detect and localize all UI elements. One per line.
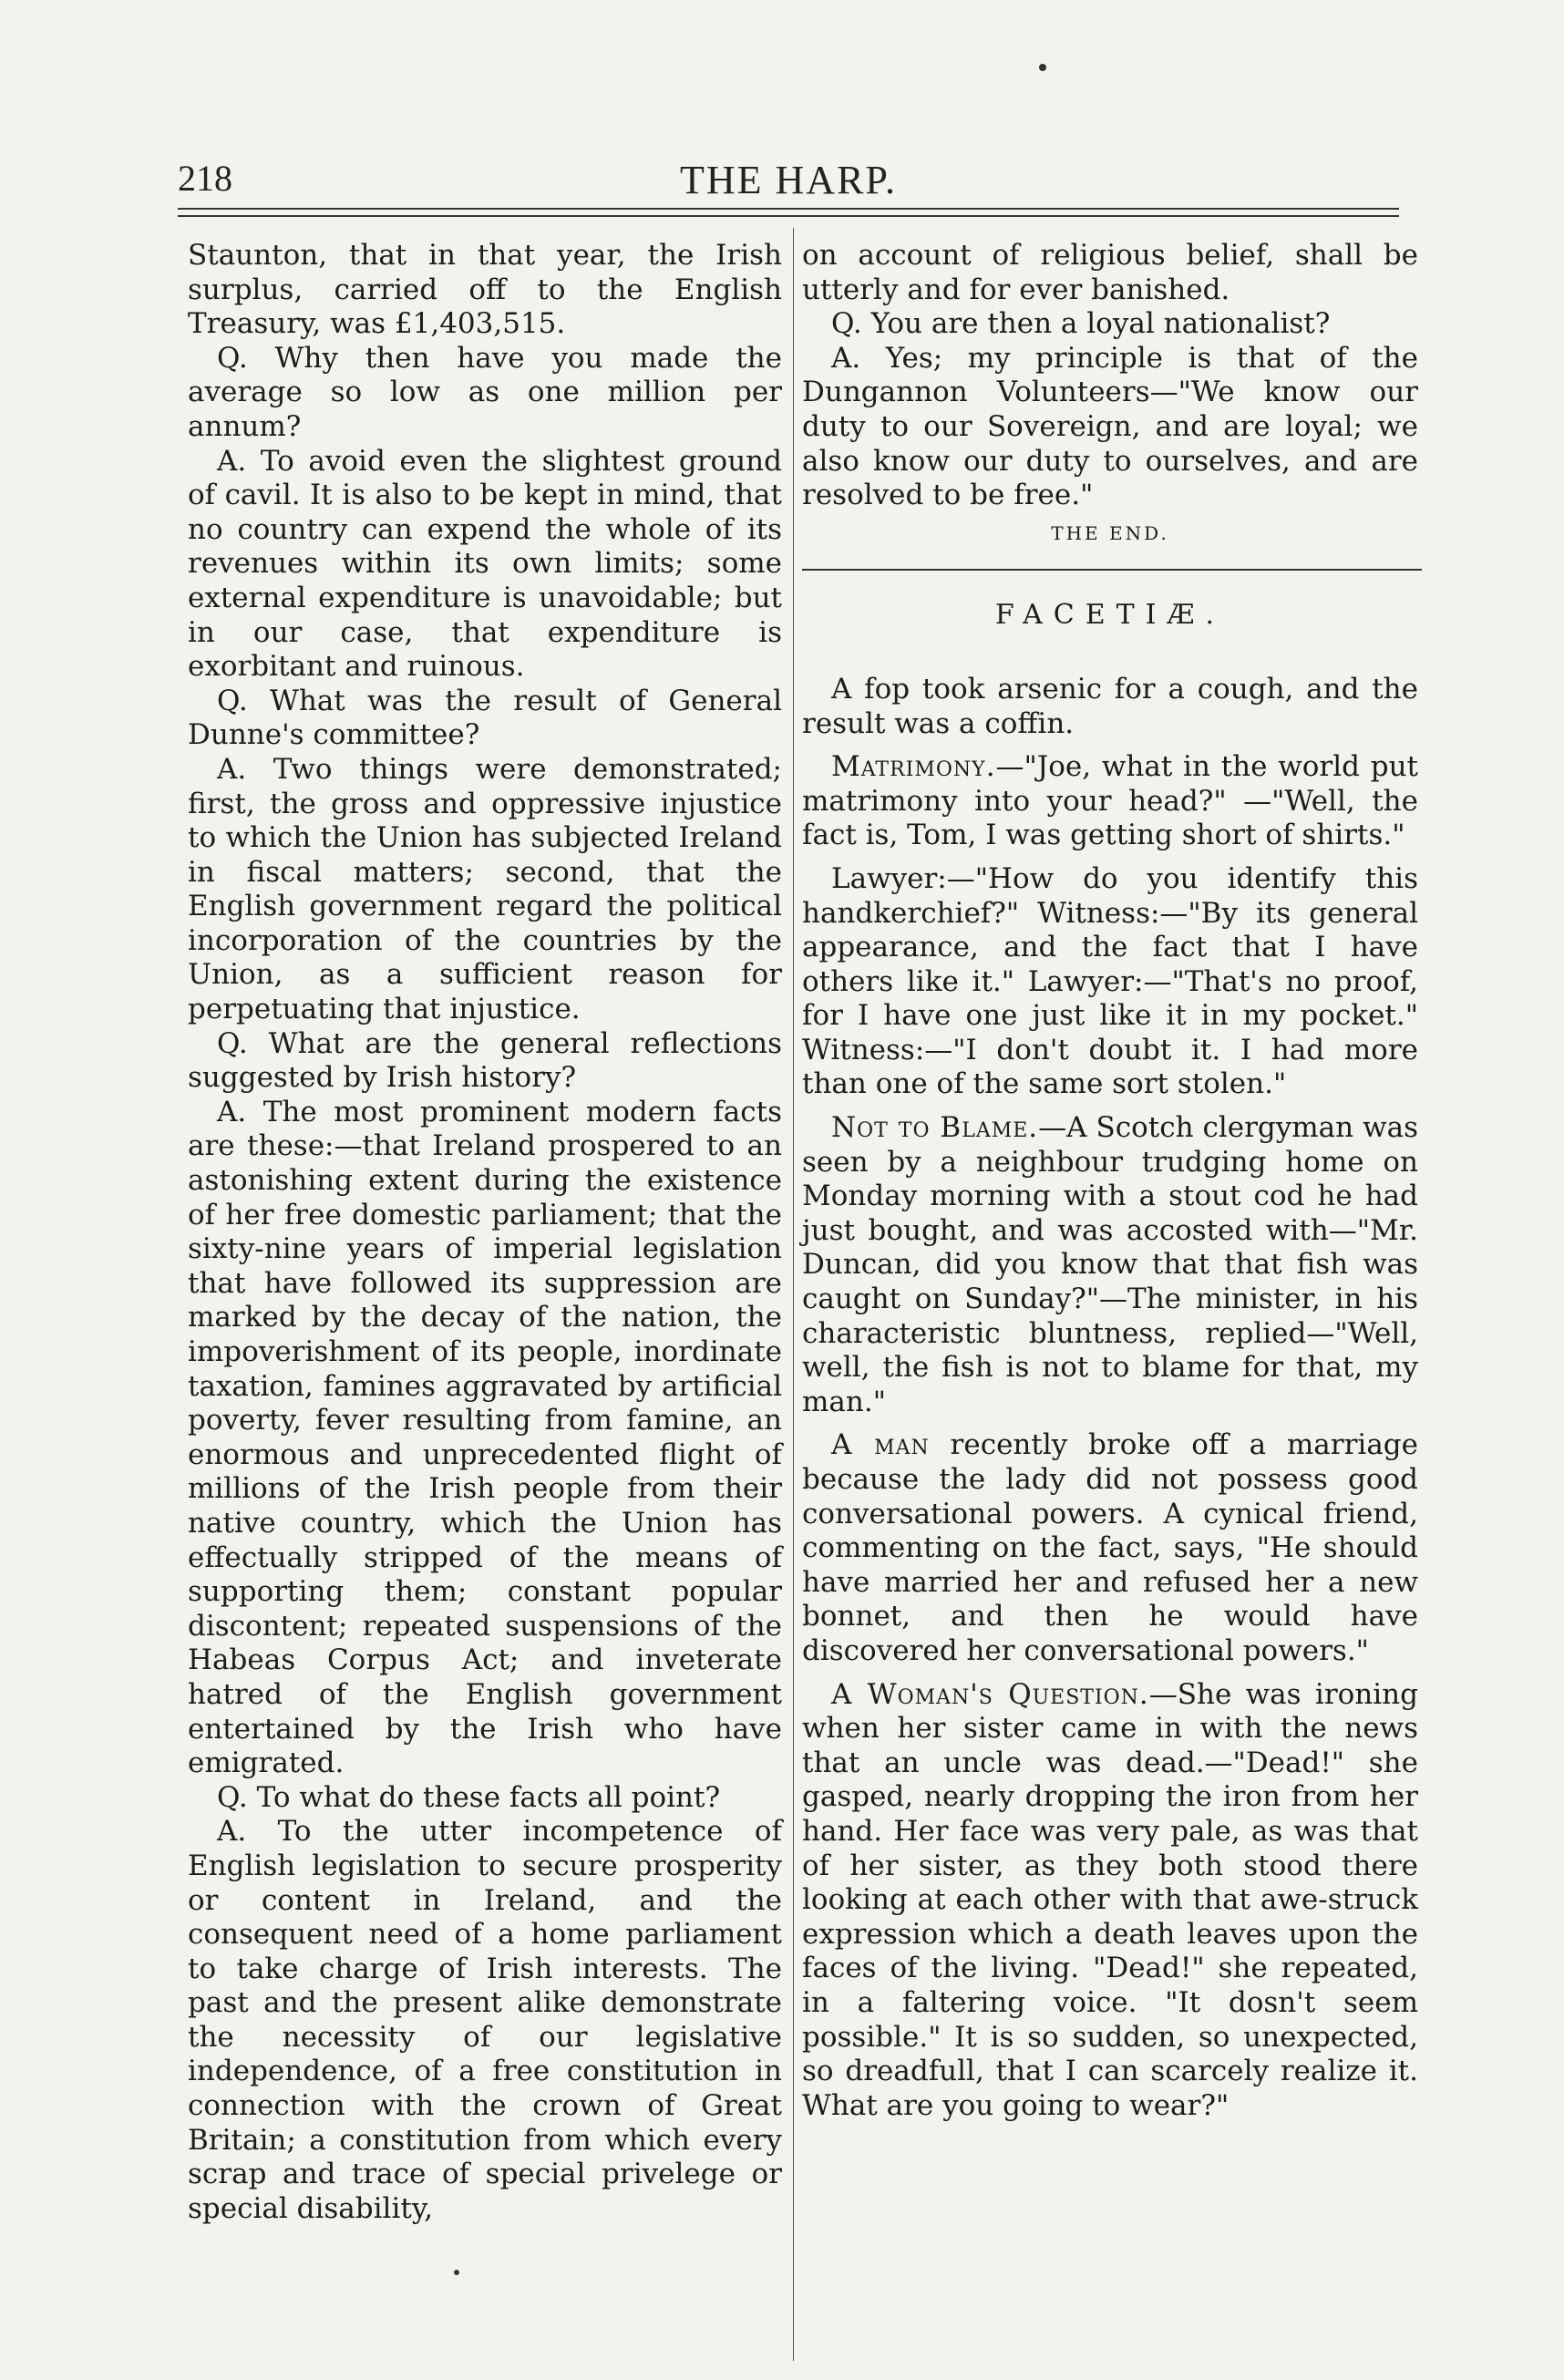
page-number: 218	[178, 158, 232, 199]
answer: A. To avoid even the slightest ground of cavil. It is also to be kept in mind, that no country can expend the whole of its revenues within its own limits; some external expenditure is unavoidable; but in our case, that expenditure is exorbitant and ruinous.	[188, 444, 782, 684]
facetia-lead: A man	[831, 1428, 930, 1462]
answer: A. Two things were demonstrated; first, the gross and oppressive injustice to which the Union has subjected Ireland in fiscal matters; second, that the English government regard the political incorporation of the countries by the Union, as a sufficient reason for perpetuating that injustice.	[188, 752, 782, 1026]
header-rule	[178, 208, 1399, 210]
facetia-lead: A Woman's Question.	[831, 1677, 1149, 1711]
question: Q. You are then a loyal nationalist?	[831, 307, 1331, 341]
question: Q. What was the result of General Dunne's committee?	[188, 684, 782, 752]
facetia-lead: Matrimony.	[831, 750, 996, 784]
facetia-item	[802, 750, 1418, 853]
section-rule	[802, 569, 1422, 571]
facetia-text: Lawyer:—"How do you identify this handkerchief?" Witness:—"By its general appearance, and the fact that I have others like it." Lawyer:—"That's no proof, for I have one just like it in my pocket." Witness:—"I don't doubt it. I had more than one of the same sort stolen."	[802, 861, 1418, 1101]
end-mark: THE END.	[1051, 521, 1169, 544]
facetia-text: —"Joe, what in the world put matrimony into your head?" —"Well, the fact is, Tom, I was getting short of shirts."	[802, 750, 1418, 852]
question: Q. What are the general reflections suggested by Irish history?	[188, 1026, 782, 1095]
facetia-lead: Not to Blame.	[831, 1111, 1039, 1145]
answer: A. The most prominent modern facts are these:—that Ireland prospered to an astonishing extent during the existence of her free domestic parliament; that the sixty-nine years of imperial legislation that have followed its suppression are marked by the decay of the nation, the impoverishment of its people, inordinate taxation, famines aggravated by artificial poverty, fever resulting from famine, an enormous and unprecedented flight of millions of the Irish people from their native country, which the Union has effectually stripped of the means of supporting them; constant popular discontent; repeated suspensions of the Habeas Corpus Act; and inveterate hatred of the English government entertained by the Irish who have emigrated.	[188, 1095, 782, 1780]
answer: A. Yes; my principle is that of the Dungannon Volunteers—"We know our duty to our Sovereign, and are loyal; we also know our duty to ourselves, and are resolved to be free."	[802, 341, 1418, 512]
question: Q. To what do these facts all point?	[217, 1780, 721, 1814]
print-speck	[454, 2270, 459, 2275]
section-heading: FACETIÆ.	[994, 599, 1226, 632]
paragraph: Staunton, that in that year, the Irish surplus, carried off to the English Treasury, was £1,403,515.	[188, 239, 782, 341]
question: Q. Why then have you made the average so low as one million per annum?	[188, 341, 782, 443]
left-column	[188, 239, 782, 2226]
facetia-item	[802, 1111, 1418, 1419]
facetia-text: —A Scotch clergyman was seen by a neighbour trudging home on Monday morning with a stout cod he had just bought, and was accosted with—"Mr. Duncan, did you know that that fish was caught on Sunday?"—The minister, in his characteristic bluntness, replied—"Well, well, the fish is not to blame for that, my man."	[802, 1111, 1418, 1418]
right-column	[802, 239, 1418, 2123]
column-divider	[793, 228, 794, 2361]
running-header	[178, 157, 1399, 211]
print-speck	[1039, 64, 1046, 71]
facetia-text: A fop took arsenic for a cough, and the result was a coffin.	[802, 672, 1418, 740]
paragraph: on account of religious belief, shall be utterly and for ever banished.	[802, 239, 1418, 306]
answer: A. To the utter incompetence of English legislation to secure prosperity or content in Ireland, and the consequent need of a home parliament to take charge of Irish interests. The past and the present alike demonstrate the necessity of our legislative independence, of a free constitution in connection with the crown of Great Britain; a constitution from which every scrap and trace of special privelege or special disability,	[188, 1815, 782, 2225]
facetia-item	[802, 673, 1418, 741]
running-title: THE HARP.	[679, 158, 898, 202]
facetia-item	[802, 1428, 1418, 1668]
facetia-item	[802, 1678, 1418, 2124]
facetia-text: —She was ironing when her sister came in with the news that an uncle was dead.—"Dead!" she gasped, nearly dropping the iron from her hand. Her face was very pale, as was that of her sister, as they both stood there looking at each other with that awe-struck expression which a death leaves upon the faces of the living. "Dead!" she repeated, in a faltering voice. "It dosn't seem possible." It is so sudden, so unexpected, so dreadfull, that I can scarcely realize it. What are you going to wear?"	[802, 1677, 1418, 2122]
facetia-item	[802, 862, 1418, 1102]
facetia-text: recently broke off a marriage because the lady did not possess good conversational powers. A cynical friend, commenting on the fact, says, "He should have married her and refused her a new bonnet, and then he would have discovered her conversational powers."	[802, 1428, 1418, 1667]
header-rule-double	[178, 215, 1399, 217]
